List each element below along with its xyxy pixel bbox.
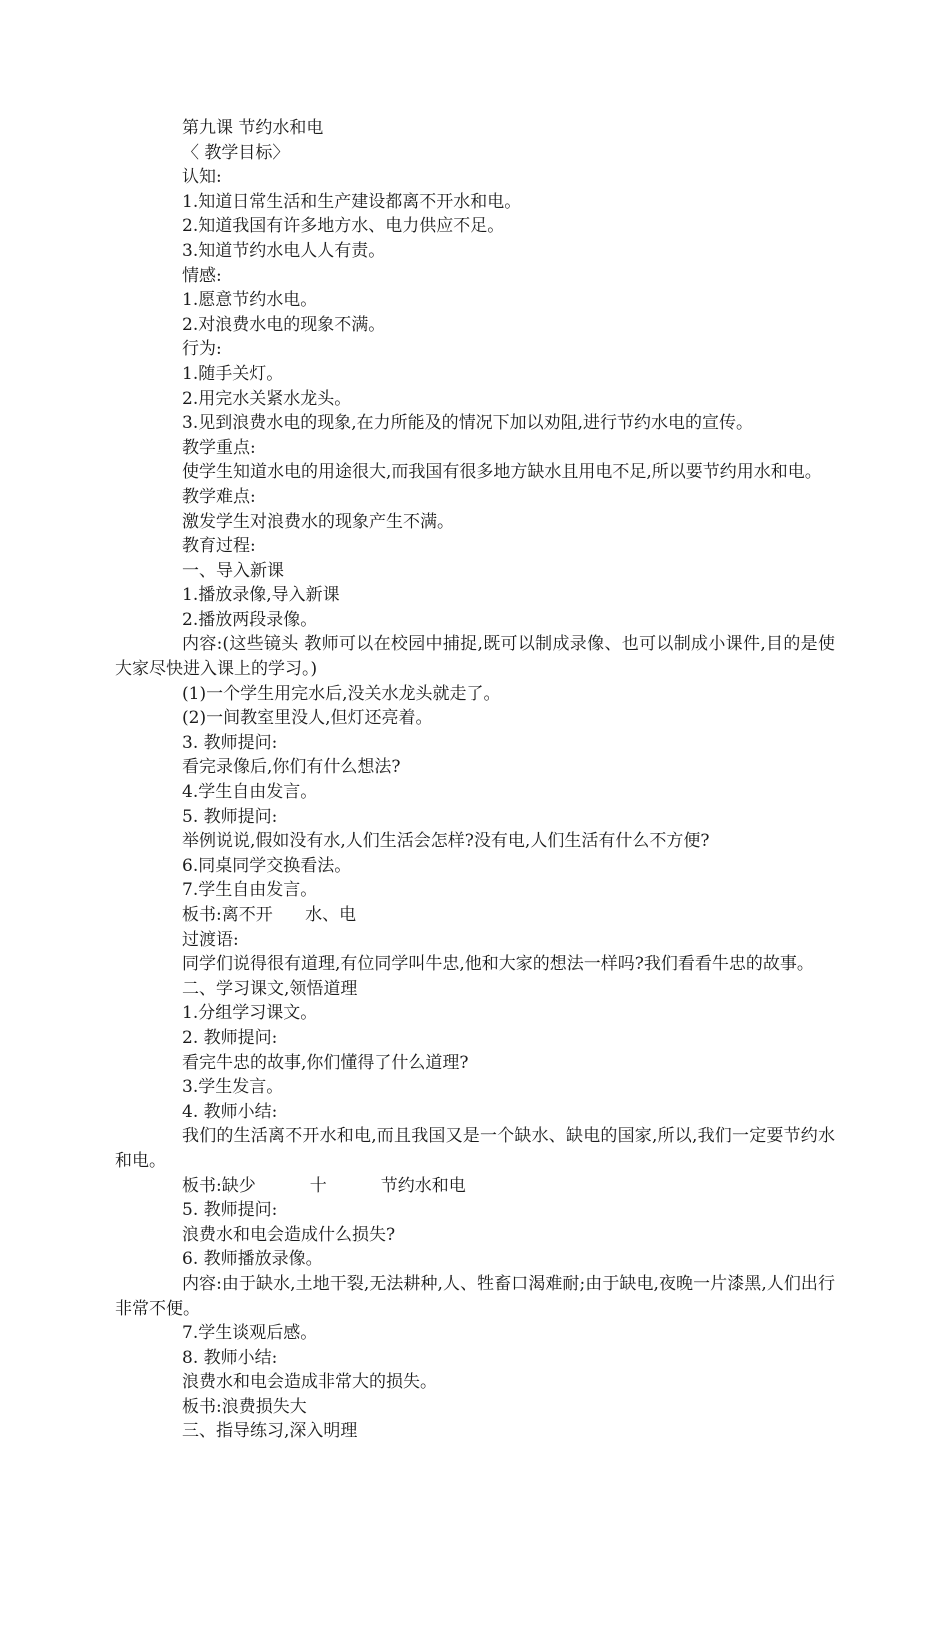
text-line: (2)一间教室里没人,但灯还亮着。	[182, 708, 433, 729]
subheading: 教学重点:	[182, 437, 256, 458]
section-heading: 三、指导练习,深入明理	[182, 1421, 358, 1442]
text-line: 浪费水和电会造成什么损失?	[182, 1224, 396, 1245]
text-line: (1)一个学生用完水后,没关水龙头就走了。	[182, 683, 501, 704]
text-line: 5. 教师提问:	[182, 1200, 278, 1221]
text-paragraph: 使学生知道水电的用途很大,而我国有很多地方缺水且用电不足,所以要节约用水和电。	[182, 462, 822, 483]
text-line: 2.播放两段录像。	[182, 609, 318, 630]
text-line: 7.学生谈观后感。	[182, 1323, 318, 1344]
board-note: 板书:缺少 十 节约水和电	[182, 1175, 466, 1196]
subheading: 教育过程:	[182, 536, 256, 557]
text-line: 5. 教师提问:	[182, 806, 278, 827]
text-line: 举例说说,假如没有水,人们生活会怎样?没有电,人们生活有什么不方便?	[182, 831, 710, 852]
text-line: 2.知道我国有许多地方水、电力供应不足。	[182, 216, 505, 237]
text-line: 6. 教师播放录像。	[182, 1249, 323, 1270]
text-line: 1.播放录像,导入新课	[182, 585, 340, 606]
section-heading: 二、学习课文,领悟道理	[182, 978, 358, 999]
subheading: 行为:	[182, 339, 222, 360]
text-line: 2.对浪费水电的现象不满。	[182, 314, 386, 335]
text-line: 4. 教师小结:	[182, 1101, 278, 1122]
text-line: 3. 教师提问:	[182, 732, 278, 753]
subheading: 认知:	[182, 167, 222, 188]
text-line: 看完牛忠的故事,你们懂得了什么道理?	[182, 1052, 469, 1073]
text-paragraph: 同学们说得很有道理,有位同学叫牛忠,他和大家的想法一样吗?我们看看牛忠的故事。	[182, 954, 814, 975]
text-line: 3.学生发言。	[182, 1077, 284, 1098]
text-line: 浪费水和电会造成非常大的损失。	[182, 1372, 437, 1393]
text-line: 1.随手关灯。	[182, 363, 284, 384]
text-line: 1.分组学习课文。	[182, 1003, 318, 1024]
board-note: 板书:离不开 水、电	[182, 905, 357, 925]
section-heading: 〈 教学目标〉	[182, 142, 290, 163]
text-line: 6.同桌同学交换看法。	[182, 855, 352, 876]
text-line: 1.愿意节约水电。	[182, 290, 318, 311]
text-line: 8. 教师小结:	[182, 1347, 278, 1368]
text-line: 4.学生自由发言。	[182, 782, 318, 803]
lesson-title: 第九课 节约水和电	[182, 118, 324, 138]
subheading: 情感:	[182, 265, 222, 286]
text-line: 看完录像后,你们有什么想法?	[182, 757, 401, 778]
text-paragraph: 内容:由于缺水,土地干裂,无法耕种,人、牲畜口渴难耐;由于缺电,夜晚一片漆黑,人们出行非常不便。	[115, 1273, 835, 1319]
text-line: 1.知道日常生活和生产建设都离不开水和电。	[182, 191, 522, 212]
text-line: 3.见到浪费水电的现象,在力所能及的情况下加以劝阻,进行节约水电的宣传。	[182, 413, 754, 434]
text-line: 2.用完水关紧水龙头。	[182, 388, 352, 409]
subheading: 教学难点:	[182, 486, 256, 507]
text-line: 激发学生对浪费水的现象产生不满。	[182, 511, 454, 532]
board-note: 板书:浪费损失大	[182, 1396, 307, 1417]
text-line: 7.学生自由发言。	[182, 880, 318, 901]
text-paragraph: 内容:(这些镜头 教师可以在校园中捕捉,既可以制成录像、也可以制成小课件,目的是使大家尽快进入课上的学习。)	[115, 634, 835, 680]
subheading: 过渡语:	[182, 929, 239, 950]
document-body	[115, 116, 835, 1444]
text-line: 2. 教师提问:	[182, 1027, 278, 1048]
text-line: 3.知道节约水电人人有责。	[182, 240, 386, 261]
section-heading: 一、导入新课	[182, 560, 284, 581]
text-paragraph: 我们的生活离不开水和电,而且我国又是一个缺水、缺电的国家,所以,我们一定要节约水和电。	[115, 1126, 835, 1171]
